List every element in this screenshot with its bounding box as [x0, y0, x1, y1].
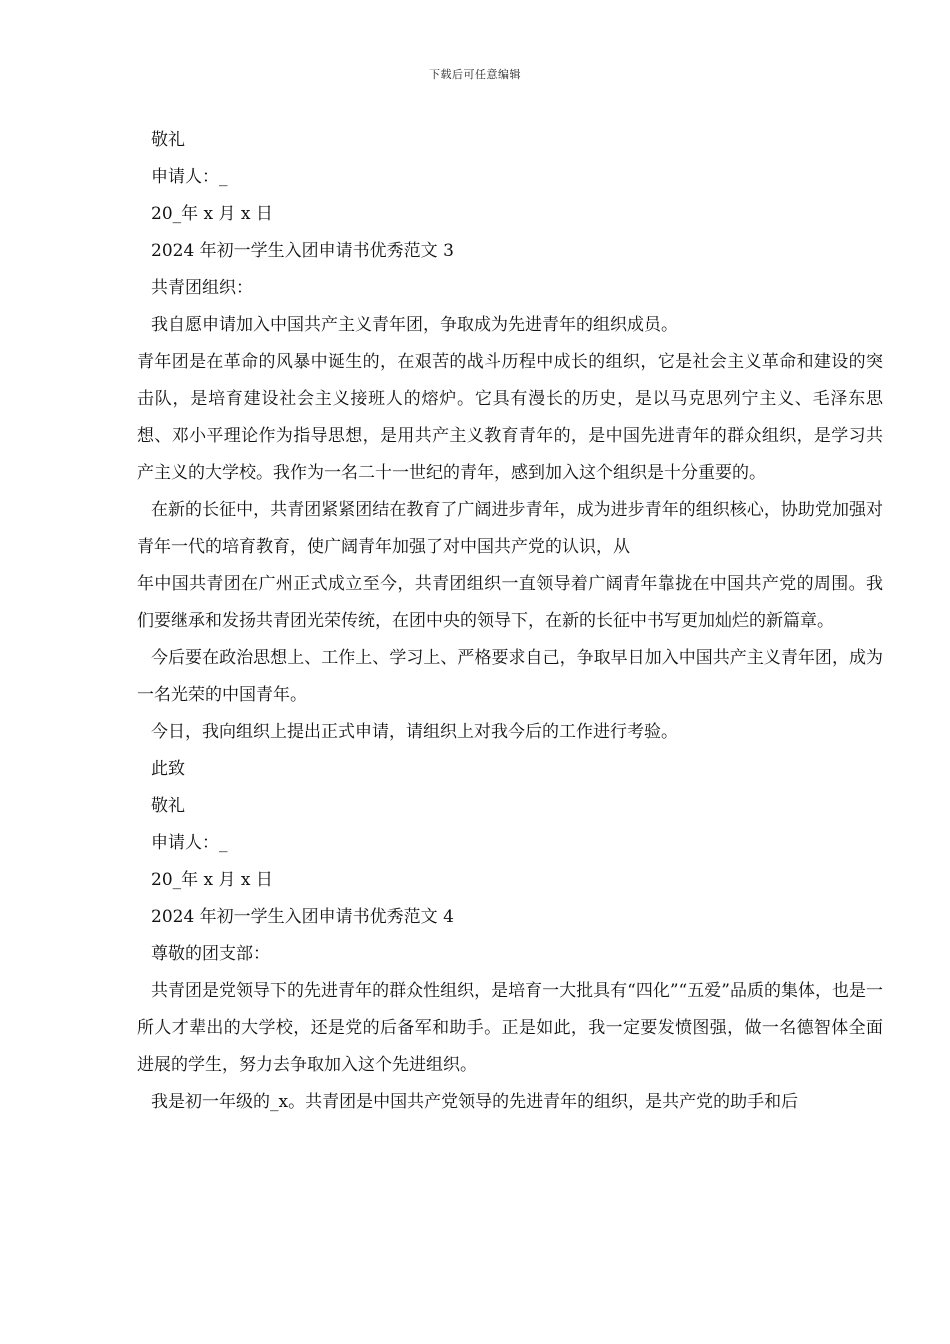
applicant-line: 申请人：_ — [151, 833, 228, 853]
applicant-line: 申请人：_ — [151, 167, 228, 187]
body-paragraph: 今日，我向组织上提出正式申请，请组织上对我今后的工作进行考验。 — [151, 722, 678, 742]
closing-line: 此致 — [151, 759, 185, 779]
salutation-closing: 敬礼 — [151, 796, 185, 816]
section-heading: 2024 年初一学生入团申请书优秀范文 3 — [151, 241, 454, 261]
addressee-line: 共青团组织： — [151, 278, 253, 298]
salutation-closing: 敬礼 — [151, 130, 185, 150]
body-paragraph: 我自愿申请加入中国共产主义青年团，争取成为先进青年的组织成员。 — [151, 315, 678, 335]
addressee-line: 尊敬的团支部： — [151, 944, 270, 964]
body-paragraph: 今后要在政治思想上、工作上、学习上、严格要求自己，争取早日加入中国共产主义青年团，成为一名光荣的中国青年。 — [137, 648, 883, 705]
body-paragraph: 共青团是党领导下的先进青年的群众性组织，是培育一大批具有“四化”“五爱”品质的集体，也是一所人才辈出的大学校，还是党的后备军和助手。正是如此，我一定要发愤图强，做一名德智体全面进展的学生，努力去争取加入这个先进组织。 — [137, 981, 883, 1075]
body-paragraph: 我是初一年级的_x。共青团是中国共产党领导的先进青年的组织，是共产党的助手和后 — [151, 1092, 799, 1112]
date-line: 20_年 x 月 x 日 — [151, 204, 273, 224]
section-heading: 2024 年初一学生入团申请书优秀范文 4 — [151, 907, 454, 927]
page-header-note: 下载后可任意编辑 — [429, 68, 521, 81]
body-paragraph: 在新的长征中，共青团紧紧团结在教育了广阔进步青年，成为进步青年的组织核心，协助党加强对青年一代的培育教育，使广阔青年加强了对中国共产党的认识，从 — [137, 500, 883, 557]
body-paragraph: 青年团是在革命的风暴中诞生的，在艰苦的战斗历程中成长的组织，它是社会主义革命和建设的突击队，是培育建设社会主义接班人的熔炉。它具有漫长的历史，是以马克思列宁主义、毛泽东思想、邓小平理论作为指导思想，是用共产主义教育青年的，是中国先进青年的群众组织，是学习共产主义的大学校。我作为一名二十一世纪的青年，感到加入这个组织是十分重要的。 — [137, 352, 883, 483]
date-line: 20_年 x 月 x 日 — [151, 870, 273, 890]
body-paragraph: 年中国共青团在广州正式成立至今，共青团组织一直领导着广阔青年靠拢在中国共产党的周围。我们要继承和发扬共青团光荣传统，在团中央的领导下，在新的长征中书写更加灿烂的新篇章。 — [137, 574, 883, 631]
document-body — [137, 122, 883, 1121]
